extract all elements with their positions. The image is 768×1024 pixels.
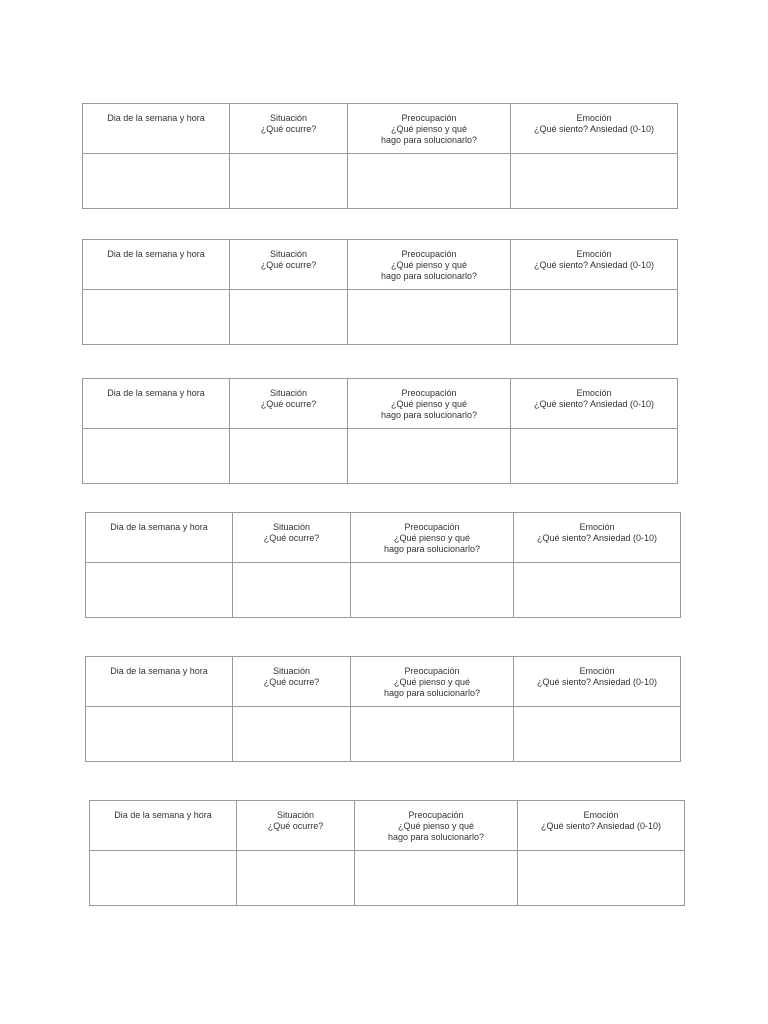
header-situation-title: Situación <box>272 522 311 532</box>
entry-day-time-cell[interactable] <box>90 851 237 906</box>
header-situation <box>237 801 355 851</box>
header-emotion-subtitle: ¿Qué siento? Ansiedad (0-10) <box>540 821 662 831</box>
entry-situation-cell[interactable] <box>230 154 348 209</box>
header-emotion <box>518 801 685 851</box>
header-row <box>83 240 678 290</box>
header-emotion-subtitle: ¿Qué siento? Ansiedad (0-10) <box>536 533 658 543</box>
header-worry-title: Preocupación <box>401 249 457 259</box>
worry-log-table <box>89 800 685 906</box>
header-row <box>86 513 681 563</box>
entry-worry-cell[interactable] <box>348 429 511 484</box>
worry-log-table <box>85 656 681 762</box>
header-worry <box>348 104 511 154</box>
entry-row[interactable] <box>86 563 681 618</box>
entry-worry-cell[interactable] <box>348 290 511 345</box>
header-worry-subtitle: ¿Qué pienso y qué hago para solucionarlo? <box>383 533 481 554</box>
header-day-time-label: Dia de la semana y hora <box>110 522 208 532</box>
entry-worry-cell[interactable] <box>351 707 514 762</box>
entry-worry-cell[interactable] <box>348 154 511 209</box>
header-emotion <box>514 657 681 707</box>
entry-situation-cell[interactable] <box>230 290 348 345</box>
header-situation-title: Situación <box>276 810 315 820</box>
header-emotion-subtitle: ¿Qué siento? Ansiedad (0-10) <box>533 399 655 409</box>
header-worry <box>351 657 514 707</box>
header-situation-subtitle: ¿Qué ocurre? <box>267 821 324 831</box>
header-situation-subtitle: ¿Qué ocurre? <box>260 260 317 270</box>
header-situation <box>230 240 348 290</box>
entry-day-time-cell[interactable] <box>83 154 230 209</box>
entry-emotion-cell[interactable] <box>511 154 678 209</box>
header-worry-title: Preocupación <box>401 113 457 123</box>
header-situation-subtitle: ¿Qué ocurre? <box>263 677 320 687</box>
entry-row[interactable] <box>83 290 678 345</box>
header-emotion-subtitle: ¿Qué siento? Ansiedad (0-10) <box>536 677 658 687</box>
header-situation-subtitle: ¿Qué ocurre? <box>263 533 320 543</box>
entry-day-time-cell[interactable] <box>86 563 233 618</box>
header-emotion-title: Emoción <box>576 113 612 123</box>
header-worry-title: Preocupación <box>404 522 460 532</box>
header-worry-subtitle: ¿Qué pienso y qué hago para solucionarlo? <box>387 821 485 842</box>
header-day-time <box>83 379 230 429</box>
header-situation <box>230 379 348 429</box>
header-worry-subtitle: ¿Qué pienso y qué hago para solucionarlo? <box>380 399 478 420</box>
entry-emotion-cell[interactable] <box>511 429 678 484</box>
worry-log-table <box>85 512 681 618</box>
header-day-time-label: Dia de la semana y hora <box>110 666 208 676</box>
entry-row[interactable] <box>83 154 678 209</box>
header-emotion-title: Emoción <box>576 249 612 259</box>
header-situation-title: Situación <box>269 249 308 259</box>
header-worry-title: Preocupación <box>404 666 460 676</box>
header-day-time <box>83 104 230 154</box>
entry-day-time-cell[interactable] <box>86 707 233 762</box>
entry-worry-cell[interactable] <box>351 563 514 618</box>
header-row <box>90 801 685 851</box>
entry-emotion-cell[interactable] <box>518 851 685 906</box>
entry-day-time-cell[interactable] <box>83 429 230 484</box>
header-worry <box>355 801 518 851</box>
header-row <box>86 657 681 707</box>
header-day-time-label: Dia de la semana y hora <box>107 113 205 123</box>
header-emotion-title: Emoción <box>583 810 619 820</box>
entry-row[interactable] <box>86 707 681 762</box>
header-worry-subtitle: ¿Qué pienso y qué hago para solucionarlo? <box>380 124 478 145</box>
header-emotion-title: Emoción <box>579 522 615 532</box>
entry-day-time-cell[interactable] <box>83 290 230 345</box>
entry-situation-cell[interactable] <box>237 851 355 906</box>
header-worry-title: Preocupación <box>408 810 464 820</box>
entry-situation-cell[interactable] <box>233 707 351 762</box>
header-day-time <box>83 240 230 290</box>
worry-log-table <box>82 103 678 209</box>
header-situation-title: Situación <box>269 113 308 123</box>
entry-emotion-cell[interactable] <box>514 563 681 618</box>
header-emotion <box>514 513 681 563</box>
header-day-time-label: Dia de la semana y hora <box>114 810 212 820</box>
entry-emotion-cell[interactable] <box>514 707 681 762</box>
header-worry <box>348 379 511 429</box>
worry-log-table <box>82 239 678 345</box>
header-emotion-subtitle: ¿Qué siento? Ansiedad (0-10) <box>533 124 655 134</box>
header-day-time <box>90 801 237 851</box>
header-day-time <box>86 657 233 707</box>
entry-situation-cell[interactable] <box>233 563 351 618</box>
entry-emotion-cell[interactable] <box>511 290 678 345</box>
entry-situation-cell[interactable] <box>230 429 348 484</box>
worry-log-table <box>82 378 678 484</box>
entry-row[interactable] <box>83 429 678 484</box>
header-row <box>83 379 678 429</box>
header-emotion-title: Emoción <box>576 388 612 398</box>
entry-row[interactable] <box>90 851 685 906</box>
entry-worry-cell[interactable] <box>355 851 518 906</box>
header-day-time <box>86 513 233 563</box>
header-situation-subtitle: ¿Qué ocurre? <box>260 124 317 134</box>
header-situation <box>233 657 351 707</box>
header-situation <box>230 104 348 154</box>
header-emotion-subtitle: ¿Qué siento? Ansiedad (0-10) <box>533 260 655 270</box>
header-worry-subtitle: ¿Qué pienso y qué hago para solucionarlo? <box>383 677 481 698</box>
header-worry <box>348 240 511 290</box>
header-day-time-label: Dia de la semana y hora <box>107 388 205 398</box>
header-emotion-title: Emoción <box>579 666 615 676</box>
header-row <box>83 104 678 154</box>
header-day-time-label: Dia de la semana y hora <box>107 249 205 259</box>
header-worry-title: Preocupación <box>401 388 457 398</box>
header-situation-subtitle: ¿Qué ocurre? <box>260 399 317 409</box>
header-emotion <box>511 240 678 290</box>
header-worry-subtitle: ¿Qué pienso y qué hago para solucionarlo? <box>380 260 478 281</box>
header-emotion <box>511 104 678 154</box>
header-emotion <box>511 379 678 429</box>
header-situation <box>233 513 351 563</box>
header-situation-title: Situación <box>272 666 311 676</box>
header-worry <box>351 513 514 563</box>
header-situation-title: Situación <box>269 388 308 398</box>
